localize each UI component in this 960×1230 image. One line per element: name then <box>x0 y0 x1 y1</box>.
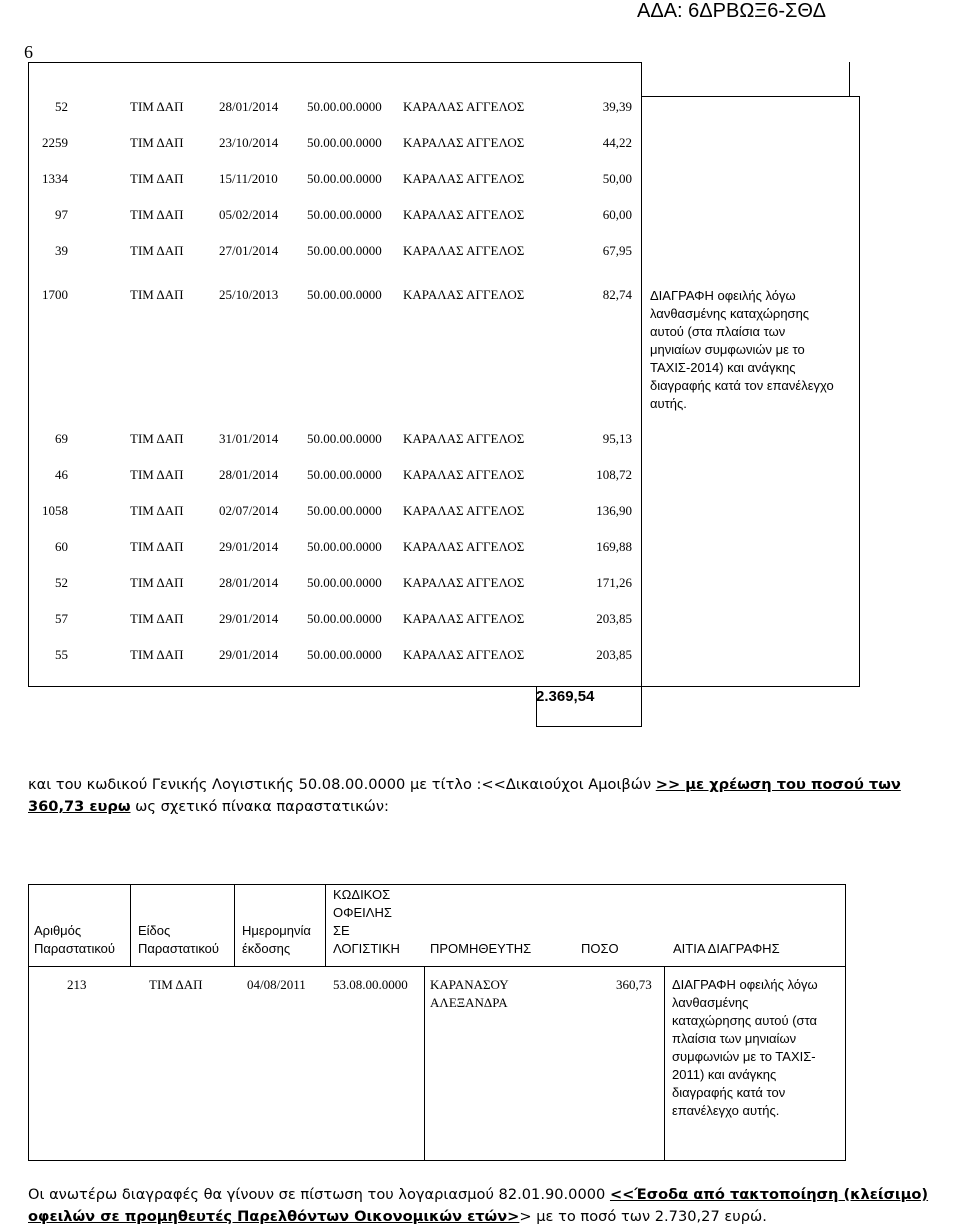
cell-supplier: ΚΑΡΑΛΑΣ ΑΓΓΕΛΟΣ <box>403 575 525 590</box>
cell-supplier: ΚΑΡΑΛΑΣ ΑΓΓΕΛΟΣ <box>403 207 525 222</box>
row-doc-number: 213 <box>67 977 87 992</box>
cell-date: 27/01/2014 <box>219 243 279 258</box>
cell-amount: 82,74 <box>602 287 632 302</box>
remark-line: ΤΑΧΙΣ-2014) και ανάγκης <box>650 360 796 375</box>
table2-col-divider <box>234 884 235 966</box>
cell-type: ΤΙΜ ΔΑΠ <box>130 207 184 222</box>
header-text: ΛΟΓΙΣΤΙΚΗ <box>333 941 400 956</box>
remark-line: ΔΙΑΓΡΑΦΗ οφειλής λόγω <box>650 288 796 303</box>
cell-amount: 203,85 <box>596 611 632 626</box>
reason-line: πλαίσια των μηνιαίων <box>672 1031 797 1046</box>
table1-bottom-border <box>28 686 860 687</box>
cell-num: 46 <box>55 467 68 482</box>
cell-date: 28/01/2014 <box>219 575 279 590</box>
cell-date: 29/01/2014 <box>219 539 279 554</box>
cell-amount: 60,00 <box>602 207 632 222</box>
reason-line: επανέλεγχο αυτής. <box>672 1103 780 1118</box>
cell-type: ΤΙΜ ΔΑΠ <box>130 287 184 302</box>
table1-top-border <box>28 62 642 63</box>
cell-date: 23/10/2014 <box>219 135 279 150</box>
paragraph2-emphasis-cont: οφειλών σε προμηθευτές Παρελθόντων Οικονομικών ετών> <box>28 1208 520 1225</box>
cell-type: ΤΙΜ ΔΑΠ <box>130 467 184 482</box>
header-text: Ημερομηνία <box>242 923 311 938</box>
row-issue-date: 04/08/2011 <box>247 977 306 992</box>
table2-col-divider <box>325 884 326 966</box>
paragraph1-text: και του κωδικού Γενικής Λογιστικής 50.08.00.0000 με τίτλο :<<Δικαιούχοι Αμοιβών <box>28 776 656 793</box>
remark-line: αυτού (στα πλαίσια των <box>650 324 786 339</box>
cell-num: 60 <box>55 539 68 554</box>
cell-code: 50.00.00.0000 <box>307 503 382 518</box>
cell-code: 50.00.00.0000 <box>307 647 382 662</box>
supplier-line: ΑΛΕΞΑΝΔΡΑ <box>430 995 508 1010</box>
table2-bottom-border <box>28 1160 846 1161</box>
cell-supplier: ΚΑΡΑΛΑΣ ΑΓΓΕΛΟΣ <box>403 171 525 186</box>
cell-date: 05/02/2014 <box>219 207 279 222</box>
header-doc-number <box>34 922 115 958</box>
header-reason: ΑΙΤΙΑ ΔΙΑΓΡΑΦΗΣ <box>673 941 780 956</box>
table2-left-border <box>28 884 29 1161</box>
cell-num: 1058 <box>42 503 68 518</box>
row-reason <box>672 976 836 1120</box>
header-amount: ΠΟΣΟ <box>581 941 619 956</box>
cell-code: 50.00.00.0000 <box>307 611 382 626</box>
cell-num: 69 <box>55 431 68 446</box>
cell-date: 28/01/2014 <box>219 467 279 482</box>
cell-num: 55 <box>55 647 68 662</box>
table2-right-border <box>845 884 846 1161</box>
table1-total-bottom-border <box>536 726 642 727</box>
paragraph-1 <box>28 774 960 818</box>
cell-date: 15/11/2010 <box>219 171 278 186</box>
row-amount: 360,73 <box>616 977 652 992</box>
cell-code: 50.00.00.0000 <box>307 99 382 114</box>
cell-supplier: ΚΑΡΑΛΑΣ ΑΓΓΕΛΟΣ <box>403 539 525 554</box>
cell-type: ΤΙΜ ΔΑΠ <box>130 647 184 662</box>
header-text: ΟΦΕΙΛΗΣ <box>333 905 392 920</box>
cell-type: ΤΙΜ ΔΑΠ <box>130 99 184 114</box>
cell-type: ΤΙΜ ΔΑΠ <box>130 243 184 258</box>
cell-amount: 50,00 <box>602 171 632 186</box>
row-account-code: 53.08.00.0000 <box>333 977 408 992</box>
table2-top-border <box>28 884 846 885</box>
table2-col-divider <box>424 966 425 1160</box>
cell-supplier: ΚΑΡΑΛΑΣ ΑΓΓΕΛΟΣ <box>403 647 525 662</box>
table1-remark <box>650 287 850 413</box>
header-issue-date <box>242 922 311 958</box>
cell-type: ΤΙΜ ΔΑΠ <box>130 171 184 186</box>
cell-date: 29/01/2014 <box>219 647 279 662</box>
supplier-line: ΚΑΡΑΝΑΣΟΥ <box>430 977 509 992</box>
row-doc-type: ΤΙΜ ΔΑΠ <box>149 977 203 992</box>
header-text: Παραστατικού <box>34 941 116 956</box>
cell-code: 50.00.00.0000 <box>307 467 382 482</box>
table2-col-divider <box>130 884 131 966</box>
cell-supplier: ΚΑΡΑΛΑΣ ΑΓΓΕΛΟΣ <box>403 287 525 302</box>
cell-amount: 44,22 <box>602 135 632 150</box>
cell-amount: 67,95 <box>602 243 632 258</box>
cell-code: 50.00.00.0000 <box>307 539 382 554</box>
cell-num: 1700 <box>42 287 68 302</box>
cell-amount: 136,90 <box>596 503 632 518</box>
cell-num: 57 <box>55 611 68 626</box>
cell-supplier: ΚΑΡΑΛΑΣ ΑΓΓΕΛΟΣ <box>403 431 525 446</box>
cell-amount: 95,13 <box>602 431 632 446</box>
reason-line: διαγραφής κατά τον <box>672 1085 786 1100</box>
cell-supplier: ΚΑΡΑΛΑΣ ΑΓΓΕΛΟΣ <box>403 467 525 482</box>
cell-num: 39 <box>55 243 68 258</box>
header-text: ΚΩΔΙΚΟΣ <box>333 887 391 902</box>
remark-line: μηνιαίων συμφωνιών με το <box>650 342 805 357</box>
reason-line: λανθασμένης <box>672 995 749 1010</box>
cell-supplier: ΚΑΡΑΛΑΣ ΑΓΓΕΛΟΣ <box>403 99 525 114</box>
remark-line: αυτής. <box>650 396 687 411</box>
header-text: έκδοσης <box>242 941 291 956</box>
cell-type: ΤΙΜ ΔΑΠ <box>130 611 184 626</box>
cell-date: 02/07/2014 <box>219 503 279 518</box>
remark-line: λανθασμένης καταχώρησης <box>650 306 810 321</box>
cell-amount: 203,85 <box>596 647 632 662</box>
table2-header-bottom-border <box>28 966 846 967</box>
paragraph1-text-end: ως σχετικό πίνακα παραστατικών: <box>130 798 389 815</box>
cell-num: 52 <box>55 99 68 114</box>
cell-code: 50.00.00.0000 <box>307 431 382 446</box>
reason-line: καταχώρησης αυτού (στα <box>672 1013 818 1028</box>
cell-supplier: ΚΑΡΑΛΑΣ ΑΓΓΕΛΟΣ <box>403 503 525 518</box>
reason-line: συμφωνιών με το ΤΑΧΙΣ- <box>672 1049 816 1064</box>
cell-num: 52 <box>55 575 68 590</box>
cell-num: 97 <box>55 207 68 222</box>
table1-remark-top-border <box>642 96 860 97</box>
cell-date: 28/01/2014 <box>219 99 279 114</box>
cell-date: 31/01/2014 <box>219 431 279 446</box>
table1-left-border <box>28 62 29 686</box>
paragraph-2 <box>28 1184 960 1228</box>
header-text: Είδος <box>138 923 171 938</box>
table1-right-border <box>859 96 860 686</box>
cell-num: 1334 <box>42 171 68 186</box>
header-text: ΣΕ <box>333 923 350 938</box>
cell-type: ΤΙΜ ΔΑΠ <box>130 503 184 518</box>
table1-right-border-top <box>849 62 850 96</box>
cell-supplier: ΚΑΡΑΛΑΣ ΑΓΓΕΛΟΣ <box>403 611 525 626</box>
cell-code: 50.00.00.0000 <box>307 243 382 258</box>
cell-supplier: ΚΑΡΑΛΑΣ ΑΓΓΕΛΟΣ <box>403 135 525 150</box>
header-text: Αριθμός <box>34 923 82 938</box>
table2-col-divider <box>664 966 665 1160</box>
cell-code: 50.00.00.0000 <box>307 171 382 186</box>
paragraph2-emphasis: <<Έσοδα από τακτοποίηση (κλείσιμο) <box>609 1186 929 1203</box>
cell-date: 29/01/2014 <box>219 611 279 626</box>
cell-date: 25/10/2013 <box>219 287 279 302</box>
header-text: Παραστατικού <box>138 941 220 956</box>
paragraph1-emphasis: >> με χρέωση του ποσού των <box>655 776 901 793</box>
paragraph2-text-end: > με το ποσό των 2.730,27 ευρώ. <box>519 1208 767 1225</box>
cell-amount: 108,72 <box>596 467 632 482</box>
cell-amount: 169,88 <box>596 539 632 554</box>
deletion-table-1 <box>28 62 860 726</box>
cell-amount: 171,26 <box>596 575 632 590</box>
paragraph1-amount: 360,73 ευρω <box>28 798 131 815</box>
cell-type: ΤΙΜ ΔΑΠ <box>130 575 184 590</box>
cell-code: 50.00.00.0000 <box>307 207 382 222</box>
paragraph2-text: Οι ανωτέρω διαγραφές θα γίνουν σε πίστωση του λογαριασμού 82.01.90.0000 <box>28 1186 610 1203</box>
cell-type: ΤΙΜ ΔΑΠ <box>130 431 184 446</box>
cell-type: ΤΙΜ ΔΑΠ <box>130 539 184 554</box>
cell-supplier: ΚΑΡΑΛΑΣ ΑΓΓΕΛΟΣ <box>403 243 525 258</box>
remark-line: διαγραφής κατά τον επανέλεγχο <box>650 378 834 393</box>
header-account-code <box>333 886 400 958</box>
cell-num: 2259 <box>42 135 68 150</box>
cell-code: 50.00.00.0000 <box>307 135 382 150</box>
cell-amount: 39,39 <box>602 99 632 114</box>
ada-code: ΑΔΑ: 6ΔΡΒΩΞ6-ΣΘΔ <box>637 0 826 22</box>
header-supplier: ΠΡΟΜΗΘΕΥΤΗΣ <box>430 941 532 956</box>
deletion-table-2 <box>28 884 846 1160</box>
page-number: 6 <box>24 42 33 62</box>
reason-line: ΔΙΑΓΡΑΦΗ οφειλής λόγω <box>672 977 818 992</box>
table1-amount-right-border <box>641 62 642 726</box>
reason-line: 2011) και ανάγκης <box>672 1067 777 1082</box>
header-doc-type <box>138 922 219 958</box>
cell-code: 50.00.00.0000 <box>307 575 382 590</box>
table1-total: 2.369,54 <box>536 688 595 705</box>
cell-code: 50.00.00.0000 <box>307 287 382 302</box>
row-supplier <box>430 976 509 1012</box>
cell-type: ΤΙΜ ΔΑΠ <box>130 135 184 150</box>
